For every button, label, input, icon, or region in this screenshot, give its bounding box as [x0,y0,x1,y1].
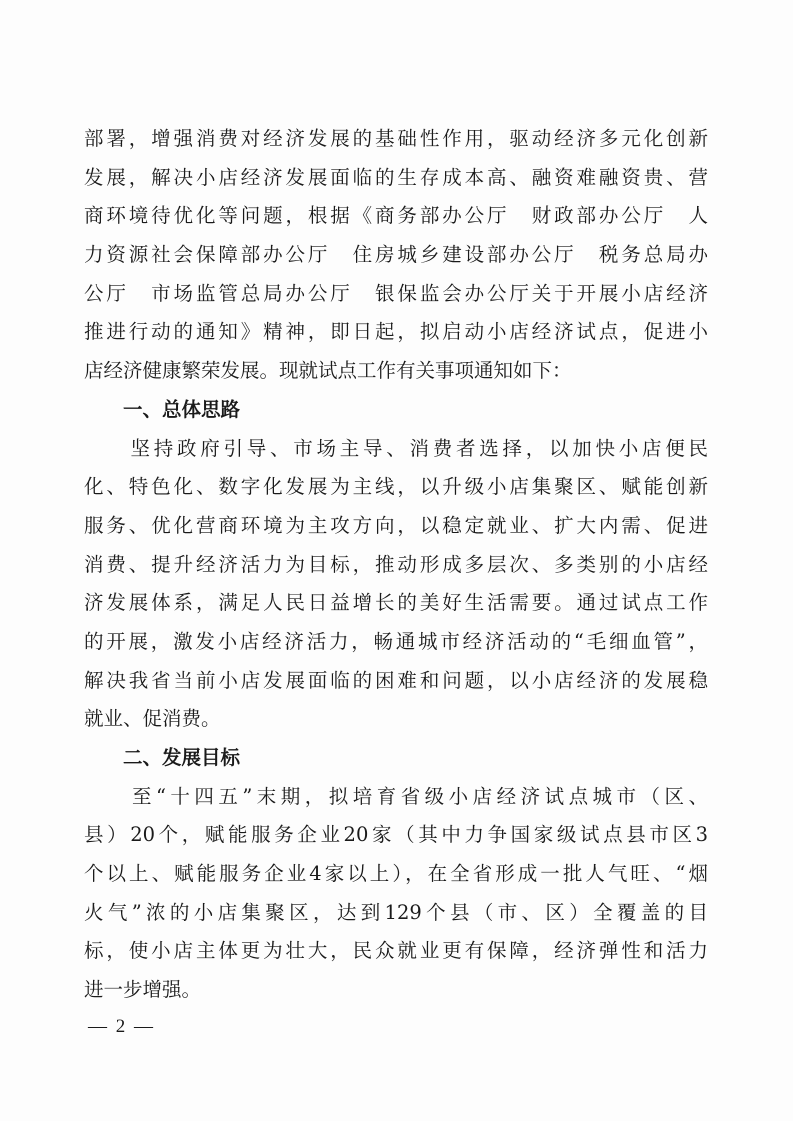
text-line: 县）20个，赋能服务企业20家（其中力争国家级试点县市区3 [84,823,708,847]
text-line: 的开展，激发小店经济活力，畅通城市经济活动的“毛细血管”， [84,629,708,653]
text-line: 进一步增强。 [84,978,202,1002]
text-line: 就业、促消费。 [84,707,221,731]
text-line: 商环境待优化等问题，根据《商务部办公厅 财政部办公厅 人 [84,204,708,228]
page-number: — 2 — [88,1016,155,1037]
text-line: 至“十四五”末期，拟培育省级小店经济试点城市（区、 [84,784,708,808]
text-line: 公厅 市场监管总局办公厅 银保监会办公厅关于开展小店经济 [84,281,708,305]
text-line: 坚持政府引导、市场主导、消费者选择，以加快小店便民 [84,436,708,460]
text-line: 火气”浓的小店集聚区，达到129个县（市、区）全覆盖的目 [84,900,708,924]
text-line: 济发展体系，满足人民日益增长的美好生活需要。通过试点工作 [84,591,708,615]
text-line: 个以上、赋能服务企业4家以上），在全省形成一批人气旺、“烟 [84,862,708,886]
paragraph [84,778,708,1010]
text-line: 标，使小店主体更为壮大，民众就业更有保障，经济弹性和活力 [84,939,708,963]
text-line: 解决我省当前小店发展面临的困难和问题，以小店经济的发展稳 [84,668,708,692]
section-heading: 二、发展目标 [123,746,241,769]
text-line: 店经济健康繁荣发展。现就试点工作有关事项通知如下： [84,359,572,383]
document-body [84,120,708,1010]
section-heading: 一、总体思路 [123,397,241,421]
paragraph [84,120,708,391]
text-line: 服务、优化营商环境为主攻方向，以稳定就业、扩大内需、促进 [84,513,708,537]
text-line: 化、特色化、数字化发展为主线，以升级小店集聚区、赋能创新 [84,475,708,499]
paragraph [84,430,708,740]
text-line: 消费、提升经济活力为目标，推动形成多层次、多类别的小店经 [84,552,708,576]
text-line: 推进行动的通知》精神，即日起，拟启动小店经济试点，促进小 [84,320,708,344]
text-line: 发展，解决小店经济发展面临的生存成本高、融资难融资贵、营 [84,165,708,189]
text-line: 部署，增强消费对经济发展的基础性作用，驱动经济多元化创新 [84,127,708,150]
text-line: 力资源社会保障部办公厅 住房城乡建设部办公厅 税务总局办 [84,243,708,267]
